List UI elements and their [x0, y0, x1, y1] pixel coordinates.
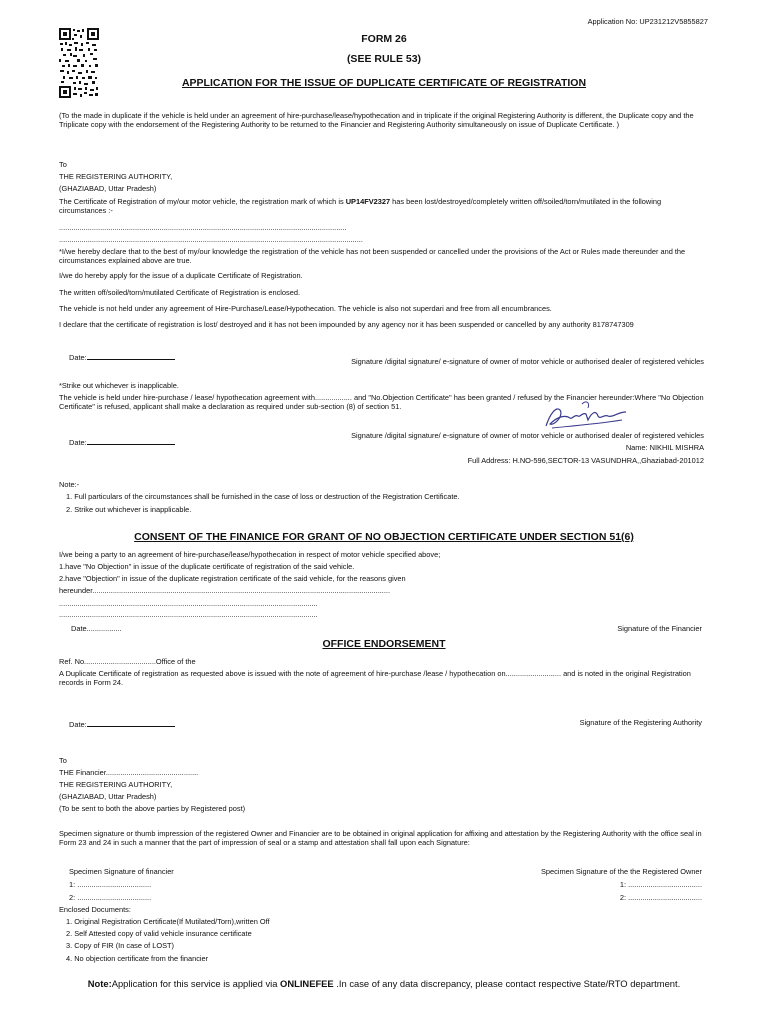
financier-specimen-1: 1: ....................................	[69, 880, 152, 889]
consent-line: 1.have "No Objection" in issue of the duplicate certificate of registration of the said vehicle.	[59, 562, 355, 571]
declaration-5: I declare that the certificate of registration is lost/ destroyed and it has not been impounded by any agency nor it has been suspended or cancelled by any authority 8178747309	[59, 320, 634, 329]
endorsement-text: A Duplicate Certificate of registration as requested above is issued with the note of agreement of hire-purchase /lease / hypothecation on........................... and is noted in the original Registration records in Form 24.	[59, 669, 691, 687]
enclosed-heading: Enclosed Documents:	[59, 905, 131, 914]
certificate-statement: The Certificate of Registration of my/our motor vehicle, the registration mark of which is UP14FV2327 has been lost/destroyed/completely written off/soiled/torn/mutilated in the following circumstances :-	[59, 197, 662, 215]
service-name: ONLINEFEE	[280, 978, 334, 989]
address-authority: THE REGISTERING AUTHORITY,	[59, 172, 173, 181]
specimen-instructions: Specimen signature or thumb impression of the registered Owner and Financier are to be obtained in original application for affixing and attestation by the Registering Authority with the office seal in Form 23 and 24 in such a manner that the part of impression of seal or a stamp and attestation shall fall upon each Signature:	[59, 829, 702, 847]
notes-heading: Note:-	[59, 480, 80, 489]
consent-line: hereunder.................................................................................................................................................	[59, 586, 391, 595]
owner-signature-label: Signature /digital signature/ e-signature of owner of motor vehicle or authorised dealer of registered vehicles	[351, 431, 704, 440]
date-field: Date:	[69, 719, 175, 730]
owner-specimen-2: 2: ....................................	[619, 893, 702, 902]
owner-specimen-1: 1: ....................................	[619, 880, 702, 889]
declaration-4: The vehicle is not held under any agreement of Hire-Purchase/Lease/Hypothecation. The vehicle is also not superdari and free from all encumbrances.	[59, 304, 552, 313]
owner-specimen-label: Specimen Signature of the the Registered Owner	[540, 867, 702, 876]
dotted-line: ....................................................................................................................................................	[59, 235, 363, 244]
owner-address: Full Address: H.NO-596,SECTOR-13 VASUNDHRA,,Ghaziabad-201012	[467, 456, 704, 465]
consent-date: Date.................	[71, 624, 122, 633]
consent-line: 2.have "Objection" in issue of the duplicate registration certificate of the said vehicle, for the reasons given	[59, 574, 406, 583]
financier-address-to: To	[59, 756, 67, 765]
enclosed-item: 4. No objection certificate from the financier	[66, 954, 209, 963]
enclosed-item: 3. Copy of FIR (In case of LOST)	[66, 941, 175, 950]
form-title: FORM 26	[361, 33, 407, 45]
document-title: APPLICATION FOR THE ISSUE OF DUPLICATE CERTIFICATE OF REGISTRATION	[181, 77, 587, 89]
intro-note: (To the made in duplicate if the vehicle is held under an agreement of hire-purchase/lease/hypothecation and in triplicate if the original Registering Authority is different, the Duplicate copy and the Triplicate copy with the endorsement of the Registering Authority to be returned to the Financier and Registering Authority simultaneously on issue of Duplicate Certificate. )	[59, 111, 694, 129]
declaration-3: The written off/soiled/torn/mutilated Certificate of Registration is enclosed.	[59, 288, 300, 297]
financier-authority: THE REGISTERING AUTHORITY,	[59, 780, 173, 789]
dotted-line: ..............................................................................................................................	[59, 599, 318, 608]
note-item: 1. Full particulars of the circumstances shall be furnished in the case of loss or destruction of the Registration Certificate.	[66, 492, 460, 501]
address-place: (GHAZIABAD, Uttar Pradesh)	[59, 184, 157, 193]
dotted-line: ..............................................................................................................................	[59, 610, 318, 619]
note-item: 2. Strike out whichever is inapplicable.	[66, 505, 192, 514]
registration-mark: UP14FV2327	[345, 197, 391, 206]
registered-post-note: (To be sent to both the above parties by Registered post)	[59, 804, 246, 813]
consent-line: I/we being a party to an agreement of hire-purchase/lease/hypothecation in respect of motor vehicle specified above;	[59, 550, 441, 559]
dotted-line: ............................................................................................................................................	[59, 223, 347, 232]
hire-statement: The vehicle is held under hire-purchase / lease/ hypothecation agreement with.................. and "No.Objection Certificate" has been granted / refused by the Financier hereunder:Where "No Objection Certificate" is refused, applicant shall make a declaration as required under sub-section (8) of section 51.	[59, 393, 704, 411]
owner-name: Name: NIKHIL MISHRA	[625, 443, 704, 452]
authority-signature-label: Signature of the Registering Authority	[579, 718, 702, 727]
footer-note: Note:Application for this service is applied via ONLINEFEE .In case of any data discrepancy, please contact respective State/RTO department.	[87, 978, 681, 989]
financier-line: THE Financier.............................................	[59, 768, 199, 777]
enclosed-item: 2. Self Attested copy of valid vehicle insurance certificate	[66, 929, 252, 938]
financier-specimen-label: Specimen Signature of financier	[69, 867, 174, 876]
enclosed-item: 1. Original Registration Certificate(If Mutilated/Torn),written Off	[66, 917, 270, 926]
rule-reference: (SEE RULE 53)	[346, 53, 422, 65]
office-endorsement-title: OFFICE ENDORSEMENT	[322, 638, 446, 650]
reference-number: Ref. No...................................Office of the	[59, 657, 196, 666]
declaration-2: I/we do hereby apply for the issue of a duplicate Certificate of Registration.	[59, 271, 303, 280]
consent-title: CONSENT OF THE FINANICE FOR GRANT OF NO OBJECTION CERTIFICATE UNDER SECTION 51(6)	[134, 531, 634, 543]
strike-note: *Strike out whichever is inapplicable.	[59, 381, 179, 390]
declaration-1: *I/we hereby declare that to the best of my/our knowledge the registration of the vehicle has not been suspended or cancelled under the provisions of the Act or Rules made thereunder and the circumstances explained above are true.	[59, 247, 686, 265]
financier-signature-label: Signature of the Financier	[617, 624, 702, 633]
handwritten-signature-icon	[542, 396, 630, 436]
financier-place: (GHAZIABAD, Uttar Pradesh)	[59, 792, 157, 801]
financier-specimen-2: 2: ....................................	[69, 893, 152, 902]
date-field: Date:	[69, 437, 175, 448]
date-field: Date:	[69, 352, 175, 363]
address-to: To	[59, 160, 67, 169]
owner-signature-label: Signature /digital signature/ e-signature of owner of motor vehicle or authorised dealer of registered vehicles	[351, 357, 704, 366]
application-number: Application No: UP231212V5855827	[587, 17, 708, 26]
